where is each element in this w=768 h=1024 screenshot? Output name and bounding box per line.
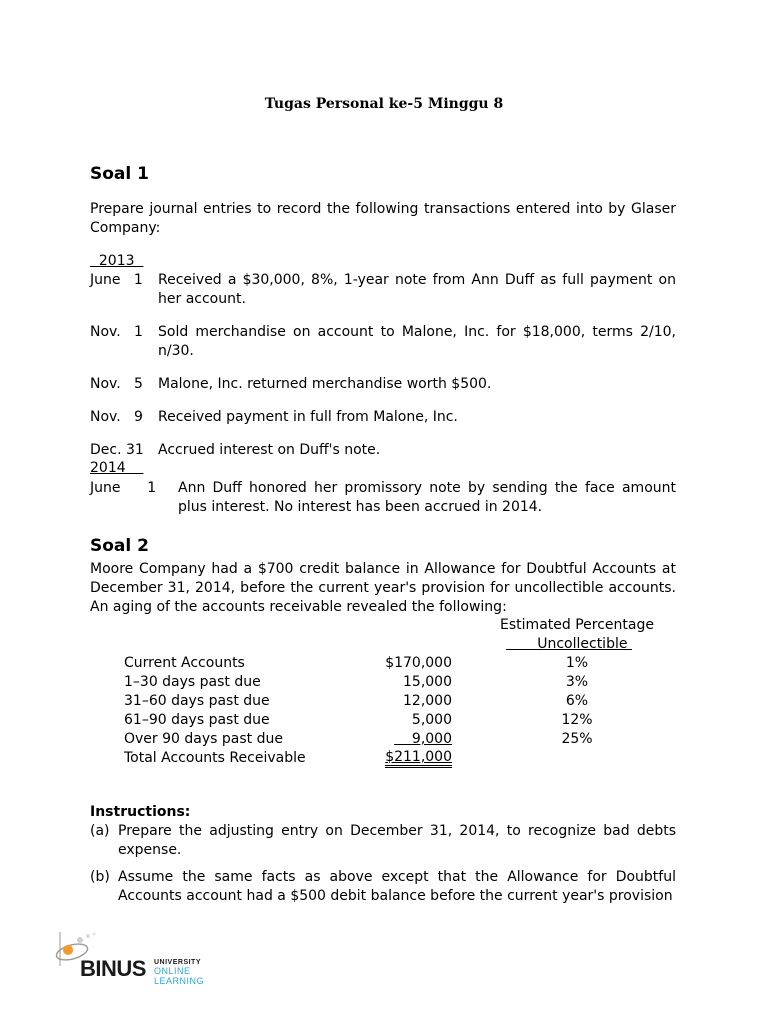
row-label: Total Accounts Receivable bbox=[124, 750, 306, 766]
row-amount: 9,000 bbox=[411, 731, 452, 747]
col-header-uncollectible: Uncollectible bbox=[537, 636, 628, 652]
row-amount: $211,000 bbox=[385, 750, 452, 768]
year-2014: 2014 bbox=[90, 460, 144, 476]
row-amount: $170,000 bbox=[385, 655, 452, 671]
table-row bbox=[0, 674, 768, 693]
entry-nov-5 bbox=[90, 375, 676, 394]
row-label: 61–90 days past due bbox=[124, 712, 270, 728]
row-percent: 6% bbox=[565, 693, 589, 709]
instruction-text: Prepare the adjusting entry on December 31, 2014, to recognize bad debts expense. bbox=[118, 823, 676, 858]
entry-text: Accrued interest on Duff's note. bbox=[158, 442, 381, 458]
year-2013: 2013 bbox=[90, 253, 144, 269]
row-percent: 25% bbox=[561, 731, 593, 747]
instructions-heading: Instructions: bbox=[90, 804, 191, 820]
row-amount: 12,000 bbox=[403, 693, 452, 709]
entry-text: Received payment in full from Malone, Inc. bbox=[158, 409, 458, 425]
entry-dec-31 bbox=[90, 441, 676, 460]
row-label: Current Accounts bbox=[124, 655, 245, 671]
instruction-a bbox=[90, 822, 676, 860]
instruction-label: (a) bbox=[90, 823, 110, 839]
soal2-intro: Moore Company had a $700 credit balance in Allowance for Doubtful Accounts at December 31, 2014, before the current year's provision for uncollectible accounts. An aging of the accounts receivable revealed the following: bbox=[90, 561, 676, 615]
entry-date: Nov. 9 bbox=[90, 409, 143, 425]
entry-date: June 1 bbox=[90, 480, 157, 496]
entry-text: Sold merchandise on account to Malone, Inc. for $18,000, terms 2/10, n/30. bbox=[158, 324, 676, 359]
col-header-estimated: Estimated Percentage bbox=[500, 617, 654, 633]
entry-text: Malone, Inc. returned merchandise worth $500. bbox=[158, 376, 492, 392]
binus-logo bbox=[50, 926, 240, 986]
entry-text: Received a $30,000, 8%, 1-year note from Ann Duff as full payment on her account. bbox=[158, 272, 676, 307]
page-title: Tugas Personal ke-5 Minggu 8 bbox=[264, 96, 504, 112]
entry-date: Nov. 5 bbox=[90, 376, 143, 392]
soal2-heading: Soal 2 bbox=[90, 536, 149, 556]
row-label: 1–30 days past due bbox=[124, 674, 261, 690]
soal1-intro: Prepare journal entries to record the following transactions entered into by Glaser Company: bbox=[90, 201, 676, 236]
instruction-label: (b) bbox=[90, 869, 110, 885]
table-row bbox=[0, 712, 768, 731]
instruction-b bbox=[90, 868, 676, 906]
logo-university: UNIVERSITY bbox=[154, 959, 202, 966]
row-amount: 15,000 bbox=[403, 674, 452, 690]
row-label: Over 90 days past due bbox=[124, 731, 283, 747]
table-row bbox=[0, 731, 768, 750]
soal1-heading: Soal 1 bbox=[90, 164, 149, 184]
entry-text: Ann Duff honored her promissory note by sending the face amount plus interest. No interest has been accrued in 2014. bbox=[178, 480, 676, 515]
entry-june-1-2014 bbox=[90, 479, 676, 517]
row-percent: 1% bbox=[565, 655, 589, 671]
table-row bbox=[0, 693, 768, 712]
table-row-total bbox=[0, 750, 768, 769]
row-percent: 12% bbox=[561, 712, 593, 728]
table-row bbox=[0, 655, 768, 674]
row-amount: 5,000 bbox=[411, 712, 452, 728]
logo-online-learning: ONLINE LEARNING bbox=[154, 966, 205, 986]
entry-date: Dec. 31 bbox=[90, 442, 144, 458]
logo-wordmark: BINUS bbox=[80, 956, 146, 981]
instruction-text: Assume the same facts as above except that the Allowance for Doubtful Accounts account had a $500 debit balance before the current year's provision bbox=[118, 869, 676, 904]
entry-nov-9 bbox=[90, 408, 676, 427]
row-percent: 3% bbox=[565, 674, 589, 690]
entry-june-1 bbox=[90, 271, 676, 309]
entry-nov-1 bbox=[90, 323, 676, 361]
row-label: 31–60 days past due bbox=[124, 693, 270, 709]
entry-date: June 1 bbox=[90, 272, 143, 288]
entry-date: Nov. 1 bbox=[90, 324, 143, 340]
